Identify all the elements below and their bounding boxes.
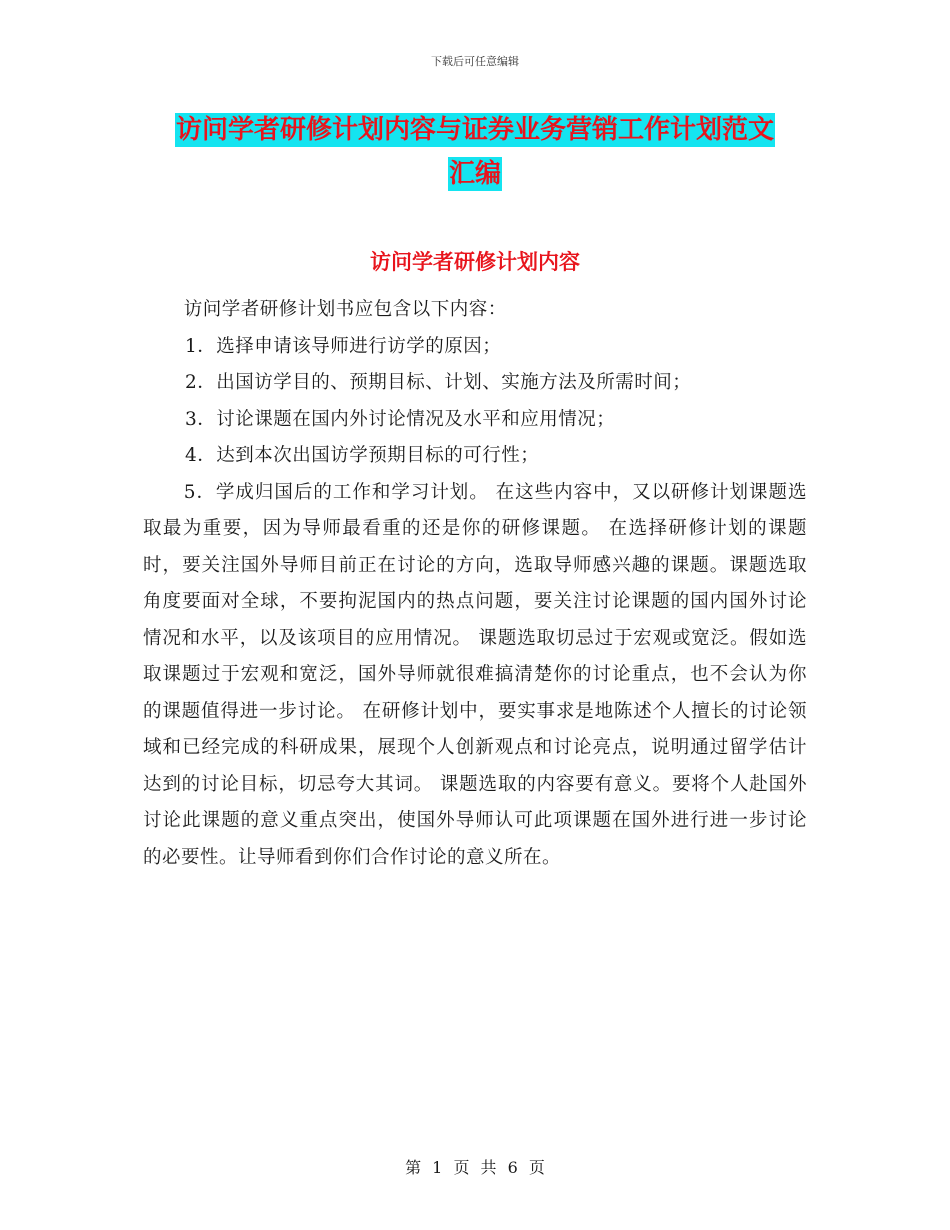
document-body: [143, 292, 807, 876]
page-number-footer: 第 1 页 共 6 页: [405, 1158, 545, 1177]
document-title-line-1: 访问学者研修计划内容与证券业务营销工作计划范文: [175, 115, 774, 145]
list-item: 2．出国访学目的、预期目标、计划、实施方法及所需时间；: [185, 372, 692, 393]
document-title: [140, 108, 810, 196]
intro-paragraph: 访问学者研修计划书应包含以下内容：: [183, 299, 507, 320]
body-paragraph: 5．学成归国后的工作和学习计划。 在这些内容中，又以研修计划课题选取最为重要，因为导师最看重的还是你的研修课题。 在选择研修计划的课题时，要关注国外导师目前正在讨论的方向，选取导师感兴趣的课题。课题选取角度要面对全球，不要拘泥国内的热点问题，要关注讨论课题的国内国外讨论情况和水平，以及该项目的应用情况。 课题选取切忌过于宏观或宽泛。假如选取课题过于宏观和宽泛，国外导师就很难搞清楚你的讨论重点，也不会认为你的课题值得进一步讨论。 在研修计划中，要实事求是地陈述个人擅长的讨论领域和已经完成的科研成果，展现个人创新观点和讨论亮点，说明通过留学估计达到的讨论目标，切忌夸大其词。 课题选取的内容要有意义。要将个人赴国外讨论此课题的意义重点突出，使国外导师认可此项课题在国外进行进一步讨论的必要性。让导师看到你们合作讨论的意义所在。: [143, 481, 807, 868]
list-item: 3．讨论课题在国内外讨论情况及水平和应用情况；: [185, 408, 616, 430]
list-item: 1．选择申请该导师进行访学的原因；: [185, 335, 502, 357]
header-note: 下载后可任意编辑: [431, 55, 519, 68]
section-heading: 访问学者研修计划内容: [370, 250, 580, 274]
document-title-line-2: 汇编: [448, 159, 501, 189]
list-item: 4．达到本次出国访学预期目标的可行性；: [185, 445, 540, 466]
